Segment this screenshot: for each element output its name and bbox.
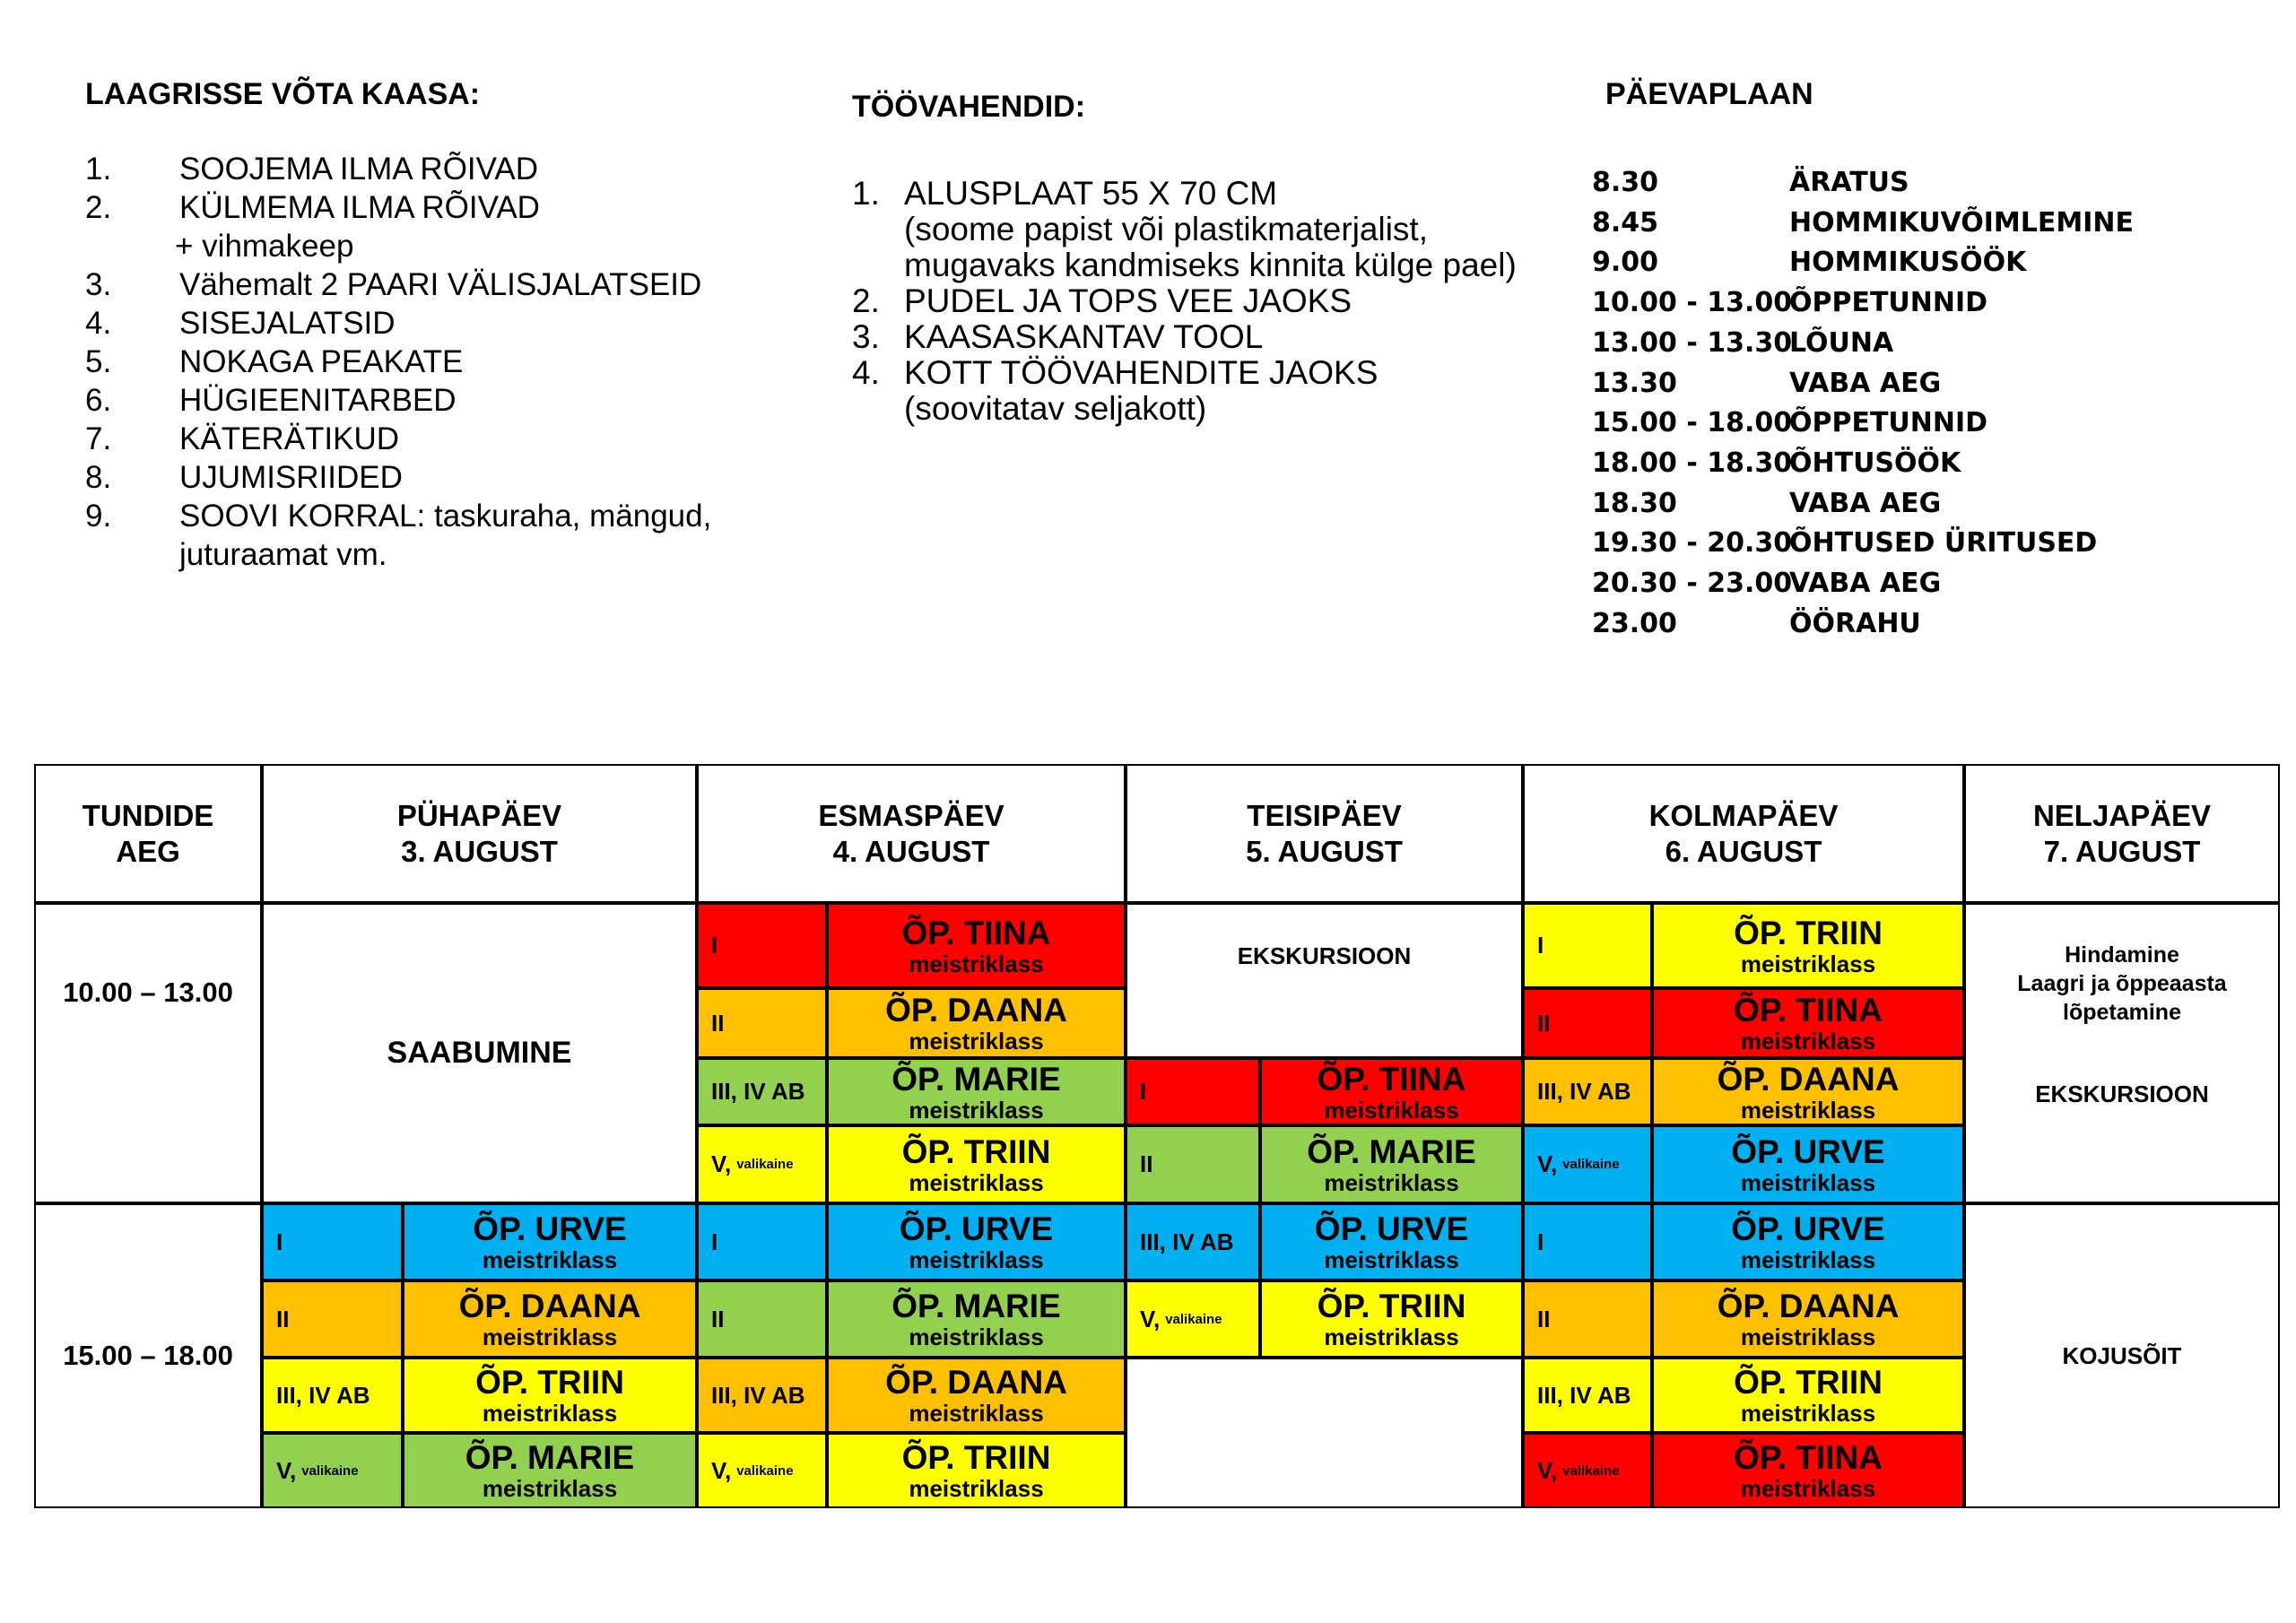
departure-text: KOJUSÕIT (2062, 1341, 2182, 1369)
list-item-extra: (soome papist või plastikmaterjalist, (904, 211, 1428, 247)
class-type: meistriklass (1324, 1246, 1459, 1273)
level-label: III, IV AB (1523, 1358, 1652, 1433)
level-label: II (1126, 1125, 1260, 1203)
list-item: 3. KAASASKANTAV TOOL (852, 318, 1264, 355)
teacher-cell (827, 1203, 1126, 1280)
time-cell (34, 1203, 262, 1508)
daily-plan-title: PÄEVAPLAAN (1605, 77, 1813, 111)
level-label: III, IV AB (1126, 1203, 1260, 1280)
list-item-extra: juturaamat vm. (179, 537, 387, 572)
plan-time: 13.30 (1592, 367, 1677, 399)
level-label: I (697, 903, 827, 988)
teacher-name: ÕP. URVE (473, 1211, 627, 1247)
plan-activity: LÕUNA (1789, 326, 1894, 359)
plan-activity: VABA AEG (1789, 367, 1942, 399)
teacher-name: ÕP. TIINA (1734, 1439, 1883, 1476)
list-item: 4. SISEJALATSID (85, 306, 396, 341)
class-type: meistriklass (909, 1246, 1044, 1273)
class-type: meistriklass (1740, 1475, 1876, 1502)
time-label: 15.00 – 18.00 (63, 1340, 233, 1371)
elective-label: valikaine (1165, 1311, 1222, 1327)
plan-time: 23.00 (1592, 607, 1677, 639)
elective-label: valikaine (736, 1462, 794, 1479)
teacher-cell (1260, 1125, 1523, 1203)
class-type: meistriklass (1740, 1096, 1876, 1124)
level-label: I (1523, 1203, 1652, 1280)
plan-activity: VABA AEG (1789, 487, 1942, 519)
level-label: V, valikaine (262, 1433, 403, 1508)
class-type: meistriklass (482, 1400, 618, 1427)
class-type: meistriklass (482, 1246, 618, 1273)
teacher-name: ÕP. TIINA (1734, 992, 1883, 1028)
plan-time: 10.00 - 13.00 (1592, 287, 1793, 319)
list-item: 7. KÄTERÄTIKUD (85, 421, 400, 456)
teacher-name: ÕP. MARIE (891, 1060, 1061, 1098)
level-label: I (262, 1203, 403, 1280)
plan-time: 13.00 - 13.30 (1592, 326, 1793, 359)
teacher-name: ÕP. URVE (1731, 1133, 1885, 1170)
teacher-cell (403, 1358, 697, 1433)
teacher-cell (1260, 1280, 1523, 1358)
teacher-name: ÕP. TRIIN (901, 1133, 1051, 1170)
class-type: meistriklass (482, 1475, 618, 1502)
tools-list (852, 90, 1587, 427)
teacher-cell (1652, 1125, 1964, 1203)
closing-text: lõpetamine (2063, 1000, 2181, 1025)
excursion-text: EKSKURSIOON (2035, 1081, 2209, 1107)
plan-time: 18.30 (1592, 487, 1677, 519)
teacher-name: ÕP. DAANA (1717, 1288, 1900, 1324)
teacher-cell (1652, 1280, 1964, 1358)
plan-activity: HOMMIKUVÕIMLEMINE (1789, 206, 2134, 239)
arrival-text: SAABUMINE (387, 1036, 572, 1070)
list-item: 1. ALUSPLAAT 55 X 70 CM (852, 175, 1278, 212)
teacher-name: ÕP. MARIE (1307, 1133, 1476, 1170)
class-type: meistriklass (909, 1168, 1044, 1196)
plan-time: 8.45 (1592, 206, 1659, 239)
plan-time: 8.30 (1592, 167, 1659, 198)
class-type: meistriklass (1740, 950, 1876, 977)
column-header: NELJAPÄEV 7. AUGUST (1964, 764, 2280, 903)
list-item: 2. PUDEL JA TOPS VEE JAOKS (852, 282, 1352, 319)
teacher-name: ÕP. URVE (1314, 1211, 1469, 1247)
column-header: ESMASPÄEV 4. AUGUST (697, 764, 1126, 903)
level-label: III, IV AB (697, 1058, 827, 1125)
list-item-extra: mugavaks kandmiseks kinnita külge pael) (904, 247, 1517, 283)
plan-time: 20.30 - 23.00 (1592, 568, 1793, 599)
plan-activity: ÕPPETUNNID (1789, 287, 1988, 319)
time-label: 10.00 – 13.00 (63, 976, 233, 1008)
level-label: V, valikaine (1523, 1433, 1652, 1508)
teacher-cell (1652, 1203, 1964, 1280)
class-type: meistriklass (1740, 1400, 1876, 1427)
teacher-name: ÕP. TRIIN (475, 1364, 624, 1401)
departure-cell (1964, 1203, 2280, 1508)
teacher-cell (827, 1280, 1126, 1358)
take-list (85, 77, 803, 574)
class-type: meistriklass (1740, 1324, 1876, 1350)
column-header: TUNDIDE AEG (34, 764, 262, 903)
teacher-name: ÕP. URVE (1731, 1211, 1885, 1247)
teacher-name: ÕP. MARIE (891, 1288, 1061, 1324)
list-item: 8. UJUMISRIIDED (85, 460, 403, 495)
teacher-name: ÕP. TIINA (1317, 1060, 1466, 1098)
level-label: II (697, 1280, 827, 1358)
plan-time: 9.00 (1592, 247, 1659, 279)
plan-time: 15.00 - 18.00 (1592, 407, 1793, 439)
class-type: meistriklass (1740, 1168, 1876, 1196)
class-type: meistriklass (909, 1475, 1044, 1502)
elective-label: valikaine (301, 1462, 359, 1479)
teacher-name: ÕP. TIINA (901, 914, 1051, 951)
list-item: 5. NOKAGA PEAKATE (85, 344, 464, 379)
level-label: III, IV AB (262, 1358, 403, 1433)
teacher-name: ÕP. TRIIN (1734, 1364, 1883, 1401)
column-header: KOLMAPÄEV 6. AUGUST (1523, 764, 1964, 903)
plan-activity: ÕHTUSED ÜRITUSED (1789, 527, 2098, 560)
tools-title: TÖÖVAHENDID: (852, 90, 1086, 124)
class-type: meistriklass (909, 1400, 1044, 1427)
teacher-name: ÕP. TRIIN (1734, 914, 1883, 951)
teacher-cell (827, 1125, 1126, 1203)
list-item: 6. HÜGIEENITARBED (85, 383, 457, 418)
level-label: I (1126, 1058, 1260, 1125)
teacher-cell (827, 1358, 1126, 1433)
session-divider (34, 1202, 1964, 1205)
plan-activity: ÄRATUS (1789, 167, 1909, 198)
list-item-extra: + vihmakeep (175, 229, 354, 264)
elective-label: valikaine (1562, 1157, 1620, 1172)
teacher-cell (1652, 1058, 1964, 1125)
teacher-cell (1652, 903, 1964, 988)
teacher-cell (1260, 1203, 1523, 1280)
level-label: II (262, 1280, 403, 1358)
level-label: II (1523, 1280, 1652, 1358)
elective-label: valikaine (736, 1157, 794, 1172)
level-label: I (697, 1203, 827, 1280)
teacher-name: ÕP. DAANA (1717, 1060, 1900, 1098)
level-label: III, IV AB (697, 1358, 827, 1433)
elective-label: valikaine (1562, 1462, 1620, 1479)
teacher-cell (827, 903, 1126, 988)
plan-activity: VABA AEG (1789, 568, 1942, 599)
closing-text: Hindamine (2065, 942, 2179, 968)
tools-items (852, 176, 1587, 427)
plan-time: 18.00 - 18.30 (1592, 447, 1793, 479)
time-cell (34, 903, 262, 1203)
list-item: 9. SOOVI KORRAL: taskuraha, mängud, (85, 499, 712, 534)
level-label: V, valikaine (697, 1125, 827, 1203)
closing-text: Laagri ja õppeaasta (2017, 971, 2227, 996)
class-type: meistriklass (482, 1324, 618, 1350)
level-label: III, IV AB (1523, 1058, 1652, 1125)
teacher-name: ÕP. DAANA (885, 1364, 1067, 1401)
level-label: II (1523, 988, 1652, 1058)
teacher-name: ÕP. DAANA (458, 1288, 641, 1324)
empty-cell (1126, 1358, 1523, 1508)
teacher-name: ÕP. TRIIN (901, 1439, 1051, 1476)
arrival-cell (262, 903, 697, 1203)
level-label: II (697, 988, 827, 1058)
class-type: meistriklass (1324, 1168, 1459, 1196)
class-type: meistriklass (909, 1096, 1044, 1124)
teacher-cell (827, 1433, 1126, 1508)
excursion-cell (1126, 903, 1523, 1058)
excursion-text: EKSKURSIOON (1237, 942, 1412, 969)
teacher-cell (827, 1058, 1126, 1125)
take-list-items (85, 150, 803, 574)
class-type: meistriklass (1324, 1324, 1459, 1350)
teacher-name: ÕP. URVE (899, 1211, 1054, 1247)
teacher-cell (403, 1203, 697, 1280)
teacher-cell (1652, 1358, 1964, 1433)
plan-activity: HOMMIKUSÖÖK (1789, 247, 2027, 279)
list-item: 2. KÜLMEMA ILMA RÕIVAD (85, 190, 540, 225)
list-item: 4. KOTT TÖÖVAHENDITE JAOKS (852, 354, 1378, 391)
class-type: meistriklass (909, 1324, 1044, 1350)
teacher-cell (827, 988, 1126, 1058)
teacher-cell (1260, 1058, 1523, 1125)
teacher-cell (1652, 1433, 1964, 1508)
level-label: V, valikaine (1126, 1280, 1260, 1358)
teacher-cell (1652, 988, 1964, 1058)
teacher-name: ÕP. TRIIN (1317, 1288, 1466, 1324)
column-header: TEISIPÄEV 5. AUGUST (1126, 764, 1523, 903)
thursday-morning-cell (1964, 903, 2280, 1203)
column-header: PÜHAPÄEV 3. AUGUST (262, 764, 697, 903)
list-item: 1. SOOJEMA ILMA RÕIVAD (85, 152, 539, 187)
level-label: V, valikaine (1523, 1125, 1652, 1203)
level-label: I (1523, 903, 1652, 988)
daily-plan (1592, 77, 2220, 639)
teacher-name: ÕP. MARIE (465, 1439, 635, 1476)
list-item-extra: (soovitatav seljakott) (904, 390, 1207, 427)
plan-time: 19.30 - 20.30 (1592, 527, 1793, 560)
plan-activity: ÕHTUSÖÖK (1789, 447, 1961, 479)
teacher-cell (403, 1280, 697, 1358)
class-type: meistriklass (1740, 1028, 1876, 1055)
plan-activity: ÕPPETUNNID (1789, 407, 1988, 439)
class-type: meistriklass (1740, 1246, 1876, 1273)
teacher-cell (403, 1433, 697, 1508)
class-type: meistriklass (909, 950, 1044, 977)
level-label: V, valikaine (697, 1433, 827, 1508)
plan-activity: ÖÖRAHU (1789, 607, 1921, 639)
take-list-title: LAAGRISSE VÕTA KAASA: (85, 77, 481, 111)
list-item: 3. Vähemalt 2 PAARI VÄLISJALATSEID (85, 267, 702, 302)
class-type: meistriklass (909, 1028, 1044, 1055)
class-type: meistriklass (1324, 1096, 1459, 1124)
teacher-name: ÕP. DAANA (885, 992, 1067, 1028)
